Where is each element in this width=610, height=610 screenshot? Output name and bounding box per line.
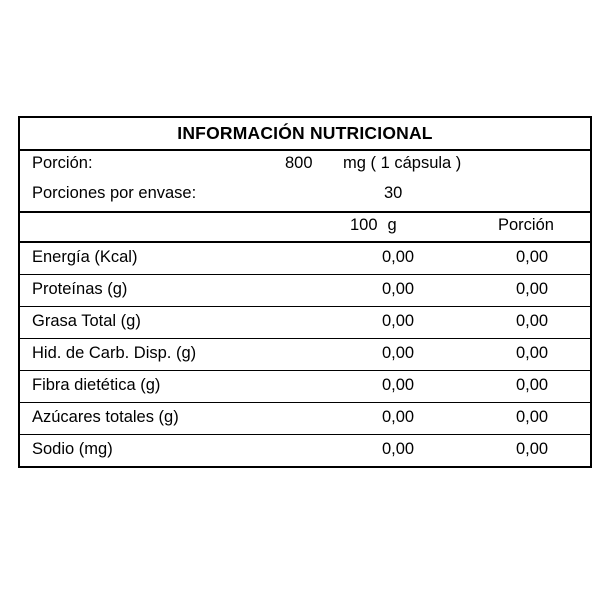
column-header-portion: Porción	[498, 216, 554, 234]
nutrient-value-per-100: 0,00	[382, 408, 415, 426]
column-header-per-100	[350, 216, 397, 235]
nutrient-value-per-portion: 0,00	[516, 312, 549, 330]
portion-label: Porción:	[32, 154, 93, 172]
nutrient-value-per-portion: 0,00	[516, 280, 549, 298]
servings-per-container-row	[20, 181, 590, 211]
nutrient-value-per-100: 0,00	[382, 440, 415, 458]
nutrient-name: Fibra dietética (g)	[32, 376, 161, 394]
table-row	[20, 339, 590, 371]
table-row	[20, 403, 590, 435]
serving-information-block	[20, 151, 590, 213]
nutrient-value-per-100: 0,00	[382, 344, 415, 362]
nutrient-name: Hid. de Carb. Disp. (g)	[32, 344, 197, 362]
nutrient-name: Sodio (mg)	[32, 440, 113, 458]
nutrition-facts-panel	[18, 116, 592, 468]
portion-value: 800	[285, 154, 313, 172]
servings-per-container-label: Porciones por envase:	[32, 184, 197, 202]
nutrient-value-per-100: 0,00	[382, 312, 415, 330]
nutrient-name: Grasa Total (g)	[32, 312, 141, 330]
table-row	[20, 307, 590, 339]
nutrient-value-per-100: 0,00	[382, 376, 415, 394]
nutrient-value-per-portion: 0,00	[516, 344, 549, 362]
nutrient-value-per-portion: 0,00	[516, 408, 549, 426]
table-row	[20, 371, 590, 403]
nutrient-value-per-100: 0,00	[382, 248, 415, 266]
nutrient-name: Proteínas (g)	[32, 280, 128, 298]
table-row	[20, 275, 590, 307]
column-header-per-100-unit: g	[387, 216, 397, 234]
portion-unit: mg ( 1 cápsula )	[343, 154, 462, 172]
column-headers-row	[20, 213, 590, 243]
table-row	[20, 243, 590, 275]
nutrient-name: Energía (Kcal)	[32, 248, 138, 266]
table-row	[20, 435, 590, 466]
nutrient-value-per-100: 0,00	[382, 280, 415, 298]
nutrient-name: Azúcares totales (g)	[32, 408, 179, 426]
nutrient-value-per-portion: 0,00	[516, 248, 549, 266]
serving-rows	[20, 151, 590, 211]
panel-title: INFORMACIÓN NUTRICIONAL	[20, 118, 590, 151]
servings-per-container-value: 30	[384, 184, 403, 202]
column-header-per-100-value: 100	[350, 216, 378, 234]
nutrient-value-per-portion: 0,00	[516, 376, 549, 394]
nutrient-value-per-portion: 0,00	[516, 440, 549, 458]
nutrient-rows	[20, 243, 590, 466]
